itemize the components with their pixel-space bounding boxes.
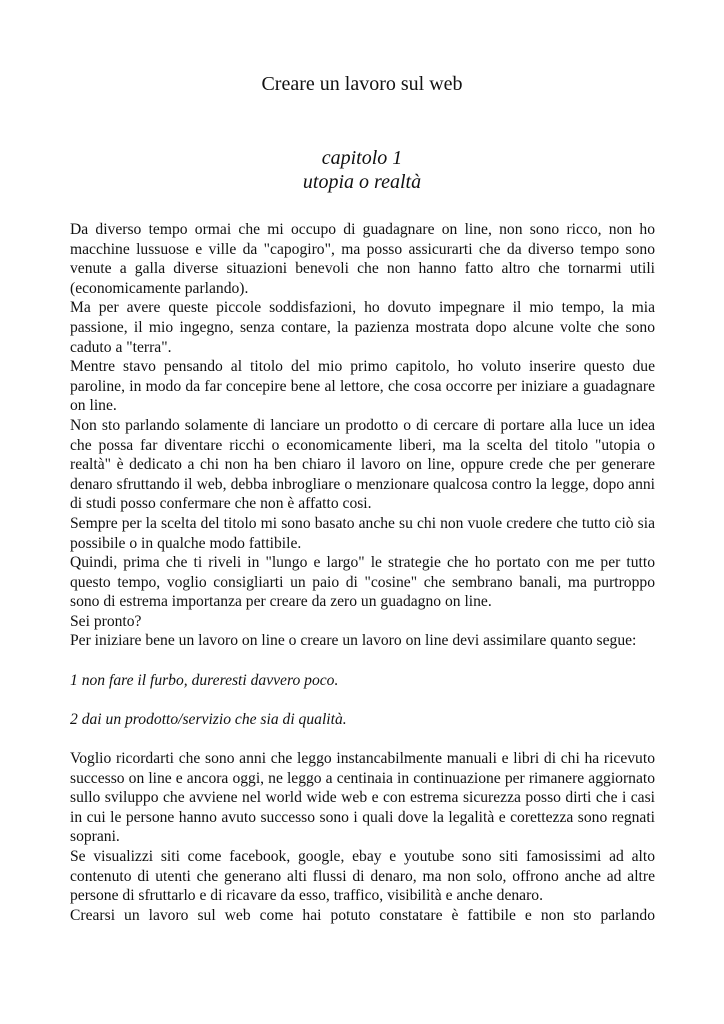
- blank-line: [70, 729, 655, 749]
- paragraph: Da diverso tempo ormai che mi occupo di guadagnare on line, non sono ricco, non ho macchine lussuose e ville da "capogiro", ma posso assicurarti che da diverso tempo sono venute a galla diverse situazioni benevoli che non hanno fatto altro che tornarmi utili (economicamente parlando).: [70, 221, 655, 297]
- list-item: 1 non fare il furbo, dureresti davvero poco.: [70, 671, 339, 689]
- blank-line: [70, 651, 655, 671]
- paragraph: Se visualizzi siti come facebook, google, ebay e youtube sono siti famosissimi ad alto contenuto di utenti che generano alti flussi di denaro, ma non solo, offrono anche ad altre persone di sfruttarlo e di ricavare da esso, traffico, visibilità e anche denaro.: [70, 848, 655, 905]
- paragraph: Non sto parlando solamente di lanciare un prodotto o di cercare di portare alla luce un idea che possa far diventare ricchi o economicamente liberi, ma la scelta del titolo "utopia o realtà" è dedicato a chi non ha ben chiaro il lavoro on line, oppure crede che per generare denaro sfruttando il web, debba inbrogliare o menzionare qualcosa contro la legge, dopo anni di studi posso confermare che non è affatto cosi.: [70, 416, 655, 513]
- blank-line: [70, 690, 655, 710]
- paragraph: Sei pronto?: [70, 612, 142, 630]
- paragraph: Sempre per la scelta del titolo mi sono basato anche su chi non vuole credere che tutto ciò sia possibile o in qualche modo fattibile.: [70, 514, 655, 552]
- paragraph: Ma per avere queste piccole soddisfazioni, ho dovuto impegnare il mio tempo, la mia passione, il mio ingegno, senza contare, la pazienza mostrata dopo alcune volte che sono caduto a "terra".: [70, 299, 655, 356]
- paragraph: Mentre stavo pensando al titolo del mio primo capitolo, ho voluto inserire questo due paroline, in modo da far concepire bene al lettore, che cosa occorre per iniziare a guadagnare on line.: [70, 358, 655, 415]
- document-body: [70, 220, 655, 925]
- paragraph: Crearsi un lavoro sul web come hai potuto constatare è fattibile e non sto parlando: [70, 906, 655, 924]
- chapter-number: capitolo 1: [321, 147, 403, 169]
- paragraph: Voglio ricordarti che sono anni che leggo instancabilmente manuali e libri di chi ha ricevuto successo on line e ancora oggi, ne leggo a centinaia in continuazione per rimanere aggiornato sullo sviluppo che avviene nel world wide web e con estrema sicurezza posso dirti che i casi in cui le persone hanno avuto successo sono i quali dove la legalità e corettezza sono regnati soprani.: [70, 750, 655, 846]
- paragraph: Per iniziare bene un lavoro on line o creare un lavoro on line devi assimilare quanto segue:: [70, 632, 637, 650]
- document-title: Creare un lavoro sul web: [261, 73, 463, 95]
- chapter-title: utopia o realtà: [302, 171, 422, 193]
- paragraph: Quindi, prima che ti riveli in "lungo e largo" le strategie che ho portato con me per tutto questo tempo, voglio consigliarti un paio di "cosine" che sembrano banali, ma purtroppo sono di estrema importanza per creare da zero un guadagno on line.: [70, 554, 655, 611]
- list-item: 2 dai un prodotto/servizio che sia di qualità.: [70, 710, 347, 728]
- chapter-heading: [0, 146, 724, 194]
